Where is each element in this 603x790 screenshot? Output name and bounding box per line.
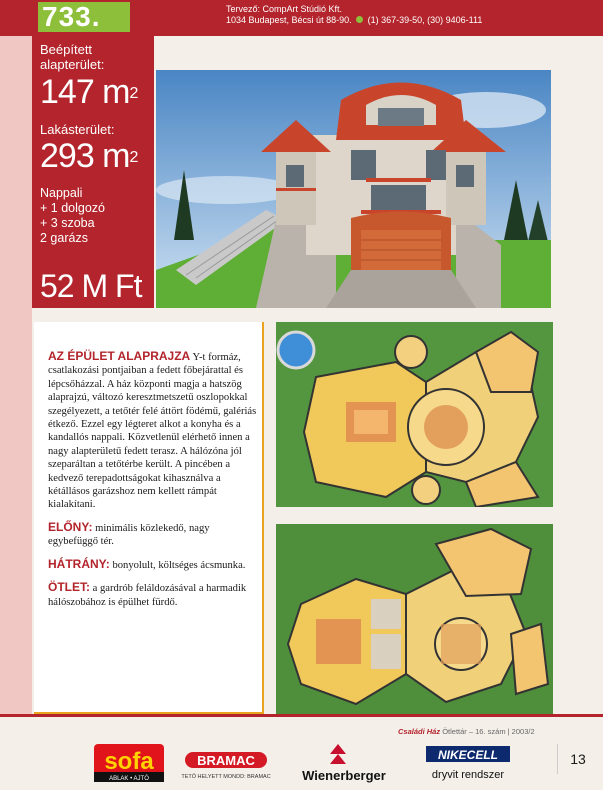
designer-phone: (1) 367-39-50, (30) 9406-111 <box>367 15 483 25</box>
designer-address-line <box>226 15 482 26</box>
living-area-label: Lakásterület: <box>40 122 115 137</box>
issue-number: 733. <box>38 2 130 32</box>
footer-divider <box>0 714 603 717</box>
room-item: 2 garázs <box>40 231 88 245</box>
price: 52 M Ft <box>40 268 142 304</box>
stats-panel <box>32 36 154 308</box>
pro-heading: ELŐNY: <box>48 519 93 534</box>
sofa-logo <box>94 744 164 782</box>
con-text: bonyolult, költséges ácsmunka. <box>112 559 246 571</box>
description-box <box>34 322 264 714</box>
pro-text: minimális közlekedő, nagy egybefüggő tér. <box>48 522 210 548</box>
bramac-tagline: TETŐ HELYETT MONDD: BRAMAC <box>181 774 271 780</box>
built-area-label-1: Beépített <box>40 42 93 57</box>
built-area-value: 147 $m^2$ <box>40 73 138 111</box>
sofa-logo-text: sofa <box>104 748 154 775</box>
page-number: 13 <box>557 744 598 774</box>
bramac-logo-text: BRAMAC <box>197 753 255 768</box>
room-item: + 1 dolgozó <box>40 201 105 215</box>
idea-paragraph <box>48 581 258 609</box>
sofa-logo-subtitle: ABLAK • AJTÓ <box>109 776 149 782</box>
dryvit-text: dryvit rendszer <box>431 769 505 781</box>
page-margin-band <box>0 36 32 716</box>
floor-plan-ground <box>276 322 553 507</box>
wienerberger-logo <box>302 744 386 783</box>
pro-paragraph <box>48 521 258 549</box>
footer-source: Családi Ház Ötlettár – 16. szám | 2003/2 <box>398 727 535 736</box>
designer-address: 1034 Budapest, Bécsi út 88-90. <box>226 15 352 25</box>
nikecell-text: NIKECELL <box>438 748 498 762</box>
wienerberger-text: Wienerberger <box>302 768 386 783</box>
designer-info <box>226 4 482 26</box>
room-item: + 3 szoba <box>40 216 95 230</box>
con-paragraph <box>48 558 258 572</box>
bullet-icon <box>356 16 363 23</box>
house-rendering <box>156 70 551 308</box>
con-heading: HÁTRÁNY: <box>48 556 110 571</box>
sponsor-logos <box>90 740 530 786</box>
floorplan-paragraph <box>48 350 258 512</box>
nikecell-logo <box>426 746 510 781</box>
idea-heading: ÖTLET: <box>48 580 90 595</box>
designer-name: Tervező: CompArt Stúdió Kft. <box>226 4 343 14</box>
room-item: Nappali <box>40 186 83 200</box>
floorplan-body: Y-t formáz, csatlakozási pontjaiban a fedett főbejárattal és lépcsőházzal. A ház központi magja a hatszög alaprajzú, változó keresztmetszetű oszlopokkal szegélyezett, a tetőtér felé áttört födémű, galériás étkező. Ezzel egy légteret alkot a konyha és a kandallós nappali. Közvetlenül elérhető innen a nagy alapterületű fedett terasz. A hálózóna jól szeparáltan a tetőtérbe került. A pincében a kedvező terepadottságokat kihasználva a kétállásos garázshoz nem kellett rámpát kialakítani. <box>48 352 257 511</box>
floor-plan-attic <box>276 524 553 714</box>
idea-text: a gardrób feláldozásával a harmadik hálószobához is épülhet fürdő. <box>48 583 247 608</box>
living-area-value: 293 $m^2$ <box>40 137 138 175</box>
room-list <box>40 186 105 246</box>
description-text <box>48 350 258 618</box>
floorplan-heading: AZ ÉPÜLET ALAPRAJZA <box>48 349 191 363</box>
built-area-label-2: alapterület: <box>40 57 105 72</box>
bramac-logo <box>181 752 270 780</box>
